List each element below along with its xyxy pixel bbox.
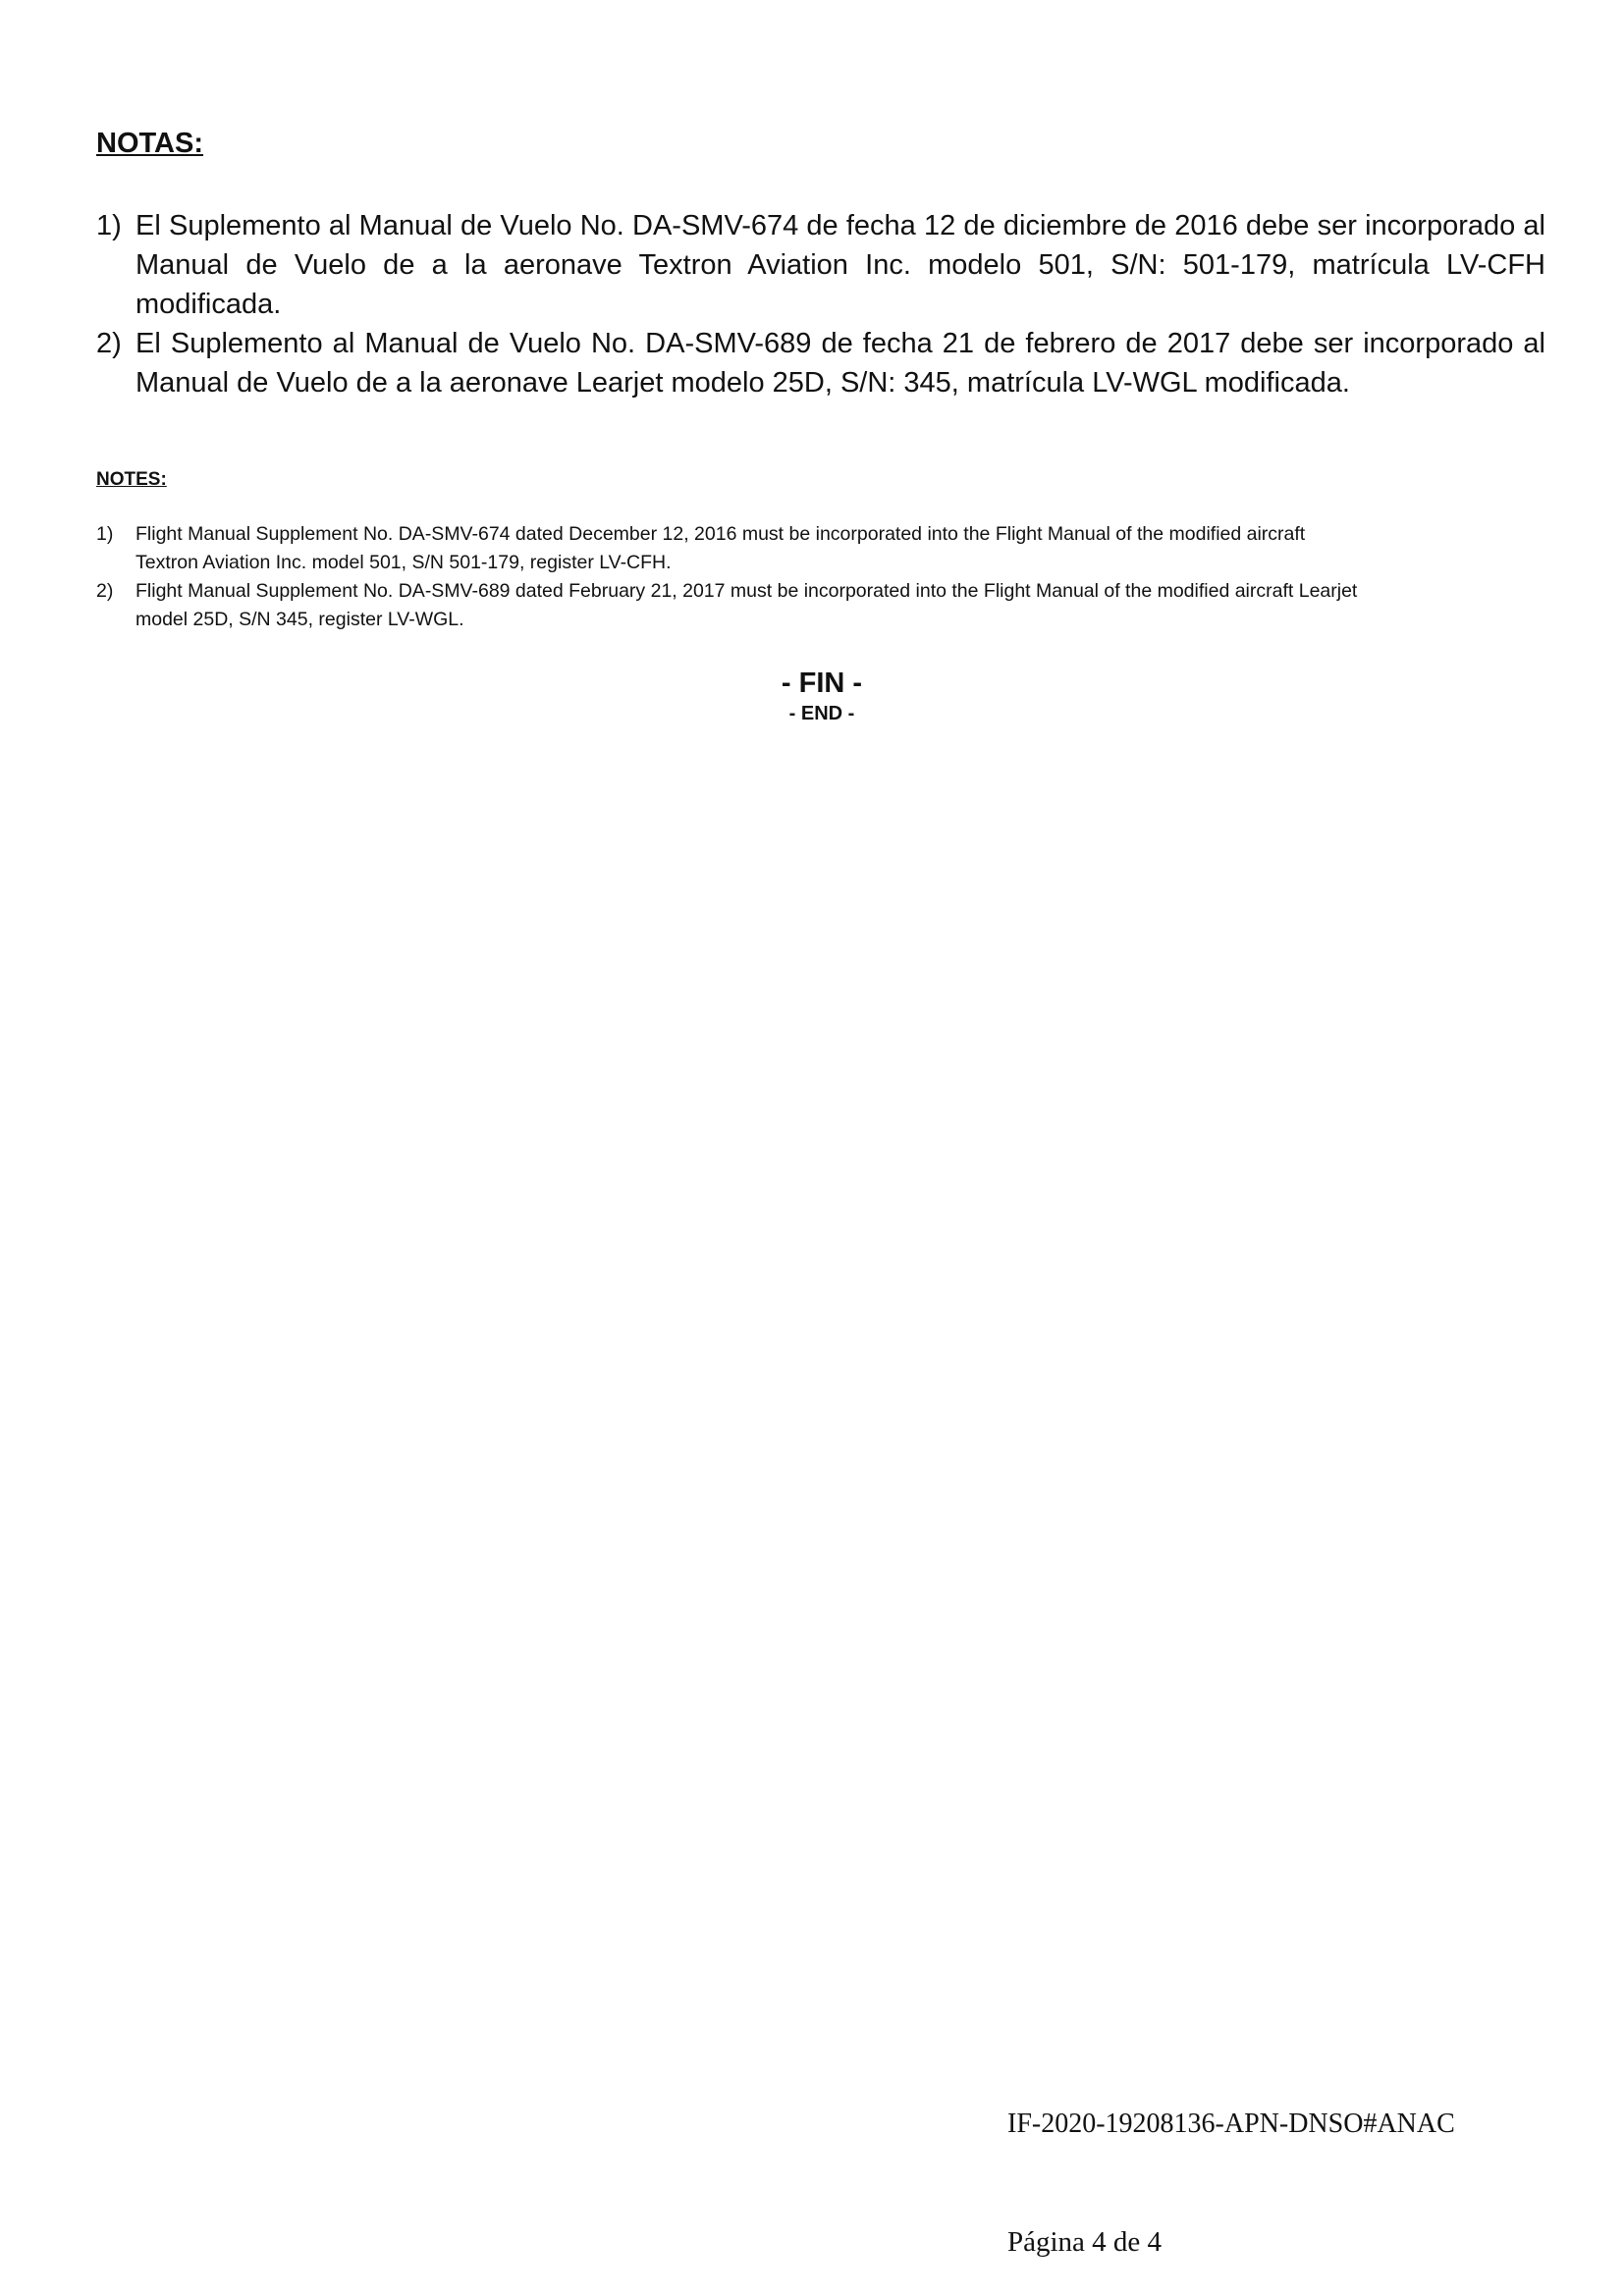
- notas-item-text: El Suplemento al Manual de Vuelo No. DA-SMV-674 de fecha 12 de diciembre de 2016 debe ser incorporado al Manual de Vuelo de a la aeronave Textron Aviation Inc. modelo 501, S/N: 501-179, matrícula LV-CFH modificada.: [135, 210, 1545, 320]
- notes-list: [96, 520, 1545, 634]
- notes-item-number: 2): [96, 580, 114, 602]
- notes-item-line: model 25D, S/N 345, register LV-WGL.: [135, 609, 464, 630]
- document-id: IF-2020-19208136-APN-DNSO#ANAC: [1007, 2109, 1455, 2139]
- notes-item-line: Flight Manual Supplement No. DA-SMV-689 dated February 21, 2017 must be incorporated into the Flight Manual of the modified aircraft Learjet: [135, 580, 1358, 602]
- notas-list: [96, 206, 1545, 402]
- notes-heading: NOTES:: [96, 469, 167, 490]
- notas-item-text: El Suplemento al Manual de Vuelo No. DA-SMV-689 de fecha 21 de febrero de 2017 debe ser incorporado al Manual de Vuelo de a la aeronave Learjet modelo 25D, S/N: 345, matrícula LV-WGL modificada.: [135, 328, 1545, 399]
- notes-item-1: [96, 520, 1545, 577]
- notes-item-2: [96, 577, 1545, 634]
- end-marker: - END -: [788, 703, 855, 724]
- notes-item-line: Textron Aviation Inc. model 501, S/N 501-179, register LV-CFH.: [135, 552, 672, 573]
- page-number: Página 4 de 4: [1007, 2226, 1163, 2258]
- notas-item-number: 2): [96, 328, 122, 359]
- notas-item-1: [96, 206, 1545, 324]
- notas-heading: NOTAS:: [96, 128, 204, 159]
- notes-item-number: 1): [96, 523, 114, 545]
- fin-marker: - FIN -: [781, 667, 863, 699]
- notes-item-line: Flight Manual Supplement No. DA-SMV-674 dated December 12, 2016 must be incorporated into the Flight Manual of the modified aircraft: [135, 523, 1306, 545]
- notas-item-number: 1): [96, 210, 122, 241]
- notas-item-2: [96, 324, 1545, 402]
